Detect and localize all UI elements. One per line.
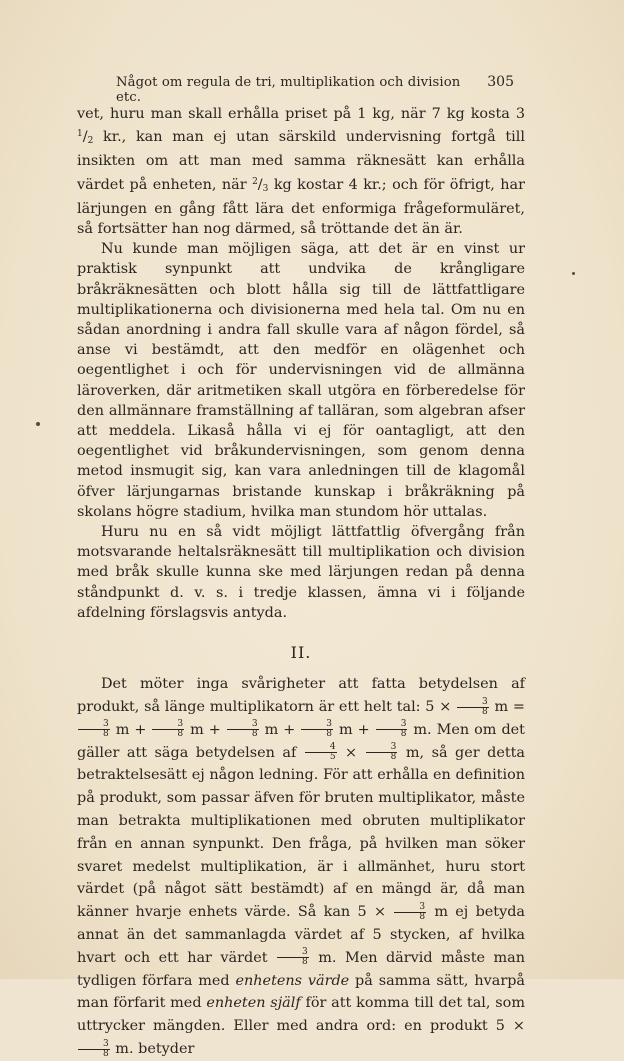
ink-speck (36, 422, 40, 426)
running-header (78, 74, 514, 105)
p4-t3: m + (259, 721, 301, 738)
p4-t8: m. Men därvid måste man tydligen förfara med (77, 949, 525, 989)
fraction-3-8: $\frac{3}{8}$ (78, 1040, 110, 1059)
fraction-3-8: $\frac{3}{8}$ (78, 720, 110, 739)
p4-t10: för att komma till det tal, som uttrycker mängden. Eller med andra ord: en produkt 5 × (77, 995, 525, 1035)
header-title: Något om regula de tri, multiplikation och division etc. (116, 75, 461, 105)
p1-frac-den: 2 (87, 136, 94, 147)
p4-t1: Det möter inga svårigheter att fatta betydelsen af produkt, så länge multiplikatorn är ett helt tal: 5 × (77, 676, 525, 716)
fraction-3-8: $\frac{3}{8}$ (457, 698, 489, 717)
page-number: 305 (487, 74, 514, 90)
section-heading: II. (290, 643, 312, 663)
paragraph-1: vet, huru man skall erhålla priset på 1 kg, när 7 kg kosta 3 $^1/_2$ kr., kan man ej utan särskild undervisning fortgå till insikten om att man med samma räknesätt kan erhålla värdet på enheten, när $^2/_3$ kg kostar 4 kr.; och för öfrigt, har lärjungen en gång fått lära det enformiga frågeformuläret, så fortsätter han nog därmed, så tröttande det än är. (77, 106, 525, 238)
p4-t3: m + (334, 721, 375, 738)
p1-frac2-den: 3 (262, 183, 269, 194)
p4-t6: m, så ger detta betraktelsesätt ej någon ledning. För att erhålla en definition på produkt, som passar äfven för bruten multiplikator, måste man betrakta multiplikationen med obruten multiplikator från en annan synpunkt. Den fråga, på hvilken man söker svaret medelst multiplikation, är i allmänhet, huru stort värdet (på något sätt bestämdt) af en mängd är, då man känner hvarje enhets värde. Så kan 5 × (77, 744, 526, 921)
p4-t3: m + (110, 721, 152, 738)
paragraph-4 (77, 673, 525, 1061)
p4-t4: m. Men om det gäller att säga betydelsen af (77, 721, 525, 761)
fraction-3-8: $\frac{3}{8}$ (394, 903, 426, 922)
p1-text-e: kg kostar 4 kr.; och för öfrigt, har lärjungen en gång fått lära det enformiga frågeformuläret, så fortsätter han nog därmed, så tröttande det än är. (77, 176, 525, 238)
p4-t11: m. betyder (110, 1041, 195, 1058)
p1-frac2-num: 2 (252, 176, 258, 187)
p4-t9: på samma sätt, hvarpå man förfarit med (77, 972, 525, 1012)
ink-speck (572, 272, 575, 275)
fraction-3-8: $\frac{3}{8}$ (277, 948, 309, 967)
p1-text-c: kr., kan man ej utan särskild undervisning fortgå till insikten om att man med samma räknesätt kan erhålla värdet på enheten, när (77, 129, 525, 193)
p1-frac-num: 1 (77, 129, 83, 140)
paragraph-3: Huru nu en så vidt möjligt lättfattlig öfvergång från motsvarande heltalsräknesätt till multiplikation och division med bråk skulle kunna ske med lärjungen redan på denna ståndpunkt d. v. s. i tredje klassen, ämna vi i följande afdelning förslagsvis antyda. (77, 524, 525, 621)
emphasis-enheten-sjalf: enheten själf (206, 995, 301, 1012)
fraction-3-8: $\frac{3}{8}$ (227, 720, 259, 739)
body-text (77, 104, 525, 1061)
fraction-3-8: $\frac{3}{8}$ (152, 720, 184, 739)
p1-text-a: vet, huru man skall erhålla priset på 1 kg, när 7 kg kosta 3 (77, 106, 525, 122)
fraction-3-8: $\frac{3}{8}$ (301, 720, 333, 739)
p4-t5: × (337, 744, 365, 761)
paragraph-2: Nu kunde man möjligen säga, att det är en vinst ur praktisk synpunkt att undvika de krångligare bråkräknesätten och blott hålla sig till de lättfattligare multiplikationerna och divisionerna med hela tal. Om nu en sådan anordning i andra fall skulle vara af någon fördel, så anse vi bestämdt, att den medför en olägenhet och oegentlighet i och för undervisningen vid de allmänna läroverken, där aritmetiken skall utgöra en förberedelse för den allmännare framställning af talläran, som algebran afser att meddela. Likaså hålla vi ej för oantagligt, att den oegentlighet vid bråkundervisningen, som genom denna metod insmugit sig, kan vara anledningen till de klagomål öfver lärjungarnas bristande kunskap i bråkräkning på skolans högre stadium, hvilka man stundom hör uttalas. (77, 241, 525, 520)
fraction-3-8: $\frac{3}{8}$ (366, 743, 398, 762)
p4-t2: m = (489, 699, 525, 716)
fraction-4-5: $\frac{4}{5}$ (305, 743, 337, 762)
p4-t7: m ej betyda annat än det sammanlagda värdet af 5 stycken, af hvilka hvart och ett har värdet (77, 904, 526, 966)
fraction-3-8: $\frac{3}{8}$ (376, 720, 408, 739)
emphasis-enhetens-varde: enhetens värde (235, 972, 350, 989)
p4-t3: m + (185, 721, 226, 738)
